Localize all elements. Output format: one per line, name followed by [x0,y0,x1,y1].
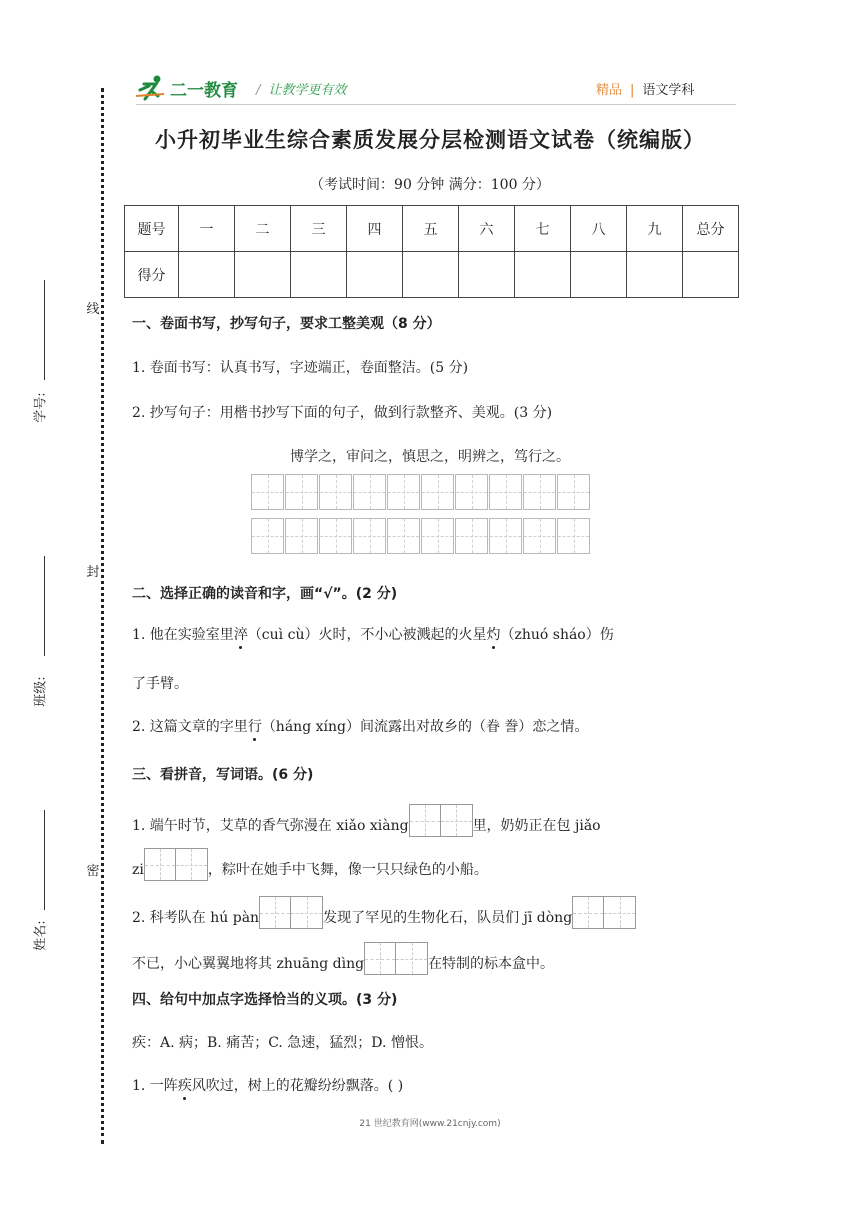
copy-sentence: 博学之，审问之，慎思之，明辨之，笃行之。 [290,449,570,465]
binding-char-mi: 密 [86,860,100,879]
score-input[interactable] [627,252,683,298]
score-header-row [125,206,739,252]
pinyin-answer-box[interactable] [409,804,473,837]
section4-definition: 疾：A. 病；B. 痛苦；C. 急速，猛烈；D. 憎恨。 [132,1035,433,1051]
q-text: 2. 这篇文章的字里 [132,719,248,735]
section4-q1 [132,1075,403,1095]
score-table [124,205,739,298]
score-cell: 一 [179,206,235,252]
q-text: 1. 他在实验室里 [132,627,234,643]
score-cell: 题号 [125,206,179,252]
student-id-blank[interactable] [44,280,45,380]
pinyin-answer-box[interactable] [144,848,208,881]
writing-grid-row-2[interactable] [251,518,591,554]
binding-char-xian: 线 [86,298,100,317]
brand-sep: | [630,83,635,98]
q-text: 1. 端午时节，艾草的香气弥漫在 xiǎo xiàng [132,818,409,834]
class-blank[interactable] [44,556,45,656]
q-text: zi [132,862,144,878]
student-id-label: 学号: [33,392,49,423]
dotted-char: 行 [248,716,262,736]
q-text: （zhuó sháo）伤 [500,627,614,643]
section3-q1 [132,804,601,837]
score-input[interactable] [403,252,459,298]
q-text: 里，奶奶正在包 jiǎo [472,818,601,834]
dotted-char: 灼 [486,624,500,644]
brand-subject: 语文学科 [642,83,695,98]
section3-q1-cont [132,848,488,881]
name-blank[interactable] [44,810,45,910]
page-title: 小升初毕业生综合素质发展分层检测语文试卷（统编版） [155,128,705,152]
score-input[interactable] [291,252,347,298]
runner-icon [136,74,168,102]
score-cell: 五 [403,206,459,252]
score-input[interactable] [179,252,235,298]
exam-info: （考试时间：90 分钟 满分：100 分） [310,177,550,193]
section3-q2-cont [132,942,554,975]
score-cell: 六 [459,206,515,252]
section3-q2 [132,896,636,929]
pinyin-answer-box[interactable] [364,942,428,975]
score-cell: 九 [627,206,683,252]
dotted-char: 疾 [178,1075,192,1095]
q-text: 在特制的标本盒中。 [428,956,555,972]
section2-heading: 二、选择正确的读音和字，画“√”。(2 分) [132,586,398,602]
score-label: 得分 [125,252,179,298]
score-cell: 七 [515,206,571,252]
class-label: 班级: [33,676,49,707]
score-cell: 二 [235,206,291,252]
section3-heading: 三、看拼音，写词语。(6 分) [132,767,314,783]
score-input[interactable] [683,252,739,298]
q-text: 1. 一阵 [132,1078,178,1094]
section1-q1: 1. 卷面书写：认真书写，字迹端正，卷面整洁。(5 分) [132,360,469,376]
score-input[interactable] [515,252,571,298]
q-text: 2. 科考队在 hú pàn [132,910,260,926]
q-text: （háng xíng）间流露出对故乡的（眷 誊）恋之情。 [261,719,589,735]
section1-q2: 2. 抄写句子：用楷书抄写下面的句子，做到行款整齐、美观。(3 分) [132,405,553,421]
pinyin-answer-box[interactable] [572,896,636,929]
binding-char-feng: 封 [86,561,100,580]
score-input[interactable] [571,252,627,298]
score-cell: 三 [291,206,347,252]
q-text: （cuì cù）火时，不小心被溅起的火星 [247,627,487,643]
q-text: 风吹过，树上的花瓣纷纷飘落。( ) [191,1078,404,1094]
writing-grid-row-1[interactable] [251,474,591,510]
q-text: 不已，小心翼翼地将其 zhuāng dìng [132,956,365,972]
pinyin-answer-box[interactable] [259,896,323,929]
q-text: ，粽叶在她手中飞舞，像一只只绿色的小船。 [207,862,488,878]
score-input[interactable] [235,252,291,298]
slogan-slash: / [256,83,261,98]
footer-source: 21 世纪教育网(www.21cnjy.com) [359,1119,501,1129]
score-cell: 总分 [683,206,739,252]
slogan [256,79,346,98]
score-input[interactable] [459,252,515,298]
dotted-char: 淬 [234,624,248,644]
name-label: 姓名: [33,920,49,951]
section2-q1-cont: 了手臂。 [132,676,188,692]
binding-dotted-line [101,88,104,1144]
score-cell: 八 [571,206,627,252]
section2-q1 [132,624,614,644]
brand-quality: 精品 [596,83,623,98]
q-text: 发现了罕见的生物化石，队员们 jī dòng [323,910,573,926]
section4-heading: 四、给句中加点字选择恰当的义项。(3 分) [132,992,398,1008]
section2-q2 [132,716,588,736]
logo-text: 二一教育 [170,80,238,101]
header-rule [136,104,736,105]
slogan-text: 让教学更有效 [268,83,347,98]
logo [136,74,238,102]
score-cell: 四 [347,206,403,252]
score-input[interactable] [347,252,403,298]
brand-tag [596,79,694,98]
score-value-row [125,252,739,298]
section1-heading: 一、卷面书写，抄写句子，要求工整美观（8 分） [132,316,441,332]
